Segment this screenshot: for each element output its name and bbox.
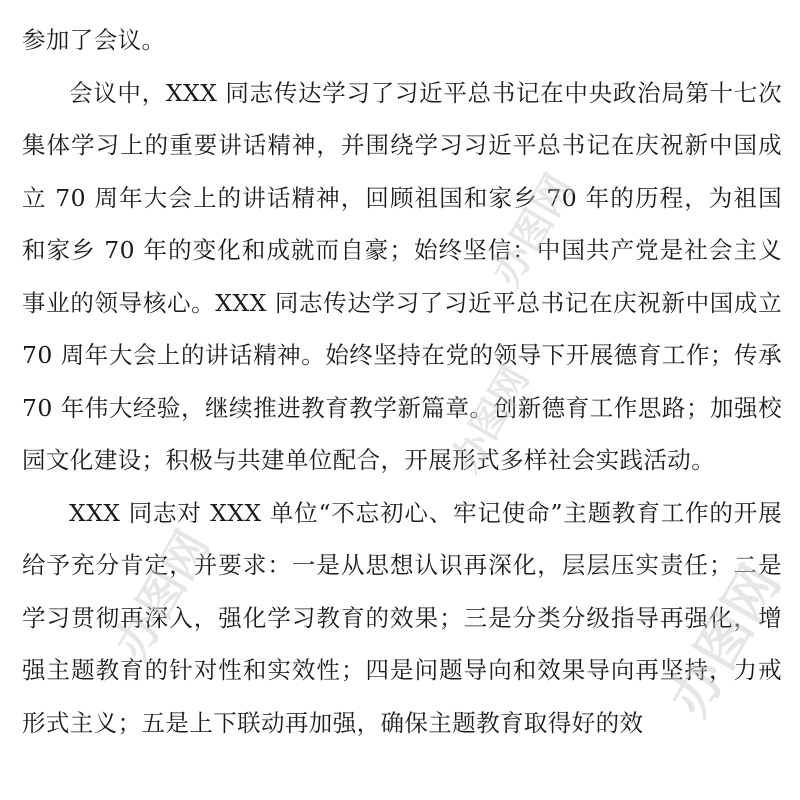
- paragraph-3: XXX 同志对 XXX 单位“不忘初心、牢记使命”主题教育工作的开展给予充分肯定，并要求：一是从思想认识再深化，层层压实责任；二是学习贯彻再深入，强化学习教育的效果；三是分类分级指导再强化，增强主题教育的针对性和实效性；四是问题导向和效果导向再坚持，力戒形式主义；五是上下联动再加强，确保主题教育取得好的效: [22, 498, 782, 737]
- watermark: 办图网: [103, 521, 220, 668]
- watermark: 办图网: [442, 358, 538, 480]
- paragraph-2: 会议中，XXX 同志传达学习了习近平总书记在中央政治局第十七次集体学习上的重要讲话精神，并围绕学习习近平总书记在庆祝新中国成立 70 周年大会上的讲话精神，回顾祖国和家乡 70 年的历程，为祖国和家乡 70 年的变化和成就而自豪；始终坚信：中国共产党是社会主义事业的领导核心。XXX 同志传达学习了习近平总书记在庆祝新中国成立 70 周年大会上的讲话精神。始终坚持在党的领导下开展德育工作；传承 70 年伟大经验，继续推进教育教学新篇章。创新德育工作思路；加强校园文化建设；积极与共建单位配合，开展形式多样社会实践活动。: [22, 78, 782, 474]
- watermark: 办图网: [483, 166, 583, 294]
- paragraph-1: 参加了会议。: [22, 26, 166, 54]
- document-body: [22, 14, 782, 749]
- watermark: 办图网: [656, 554, 793, 727]
